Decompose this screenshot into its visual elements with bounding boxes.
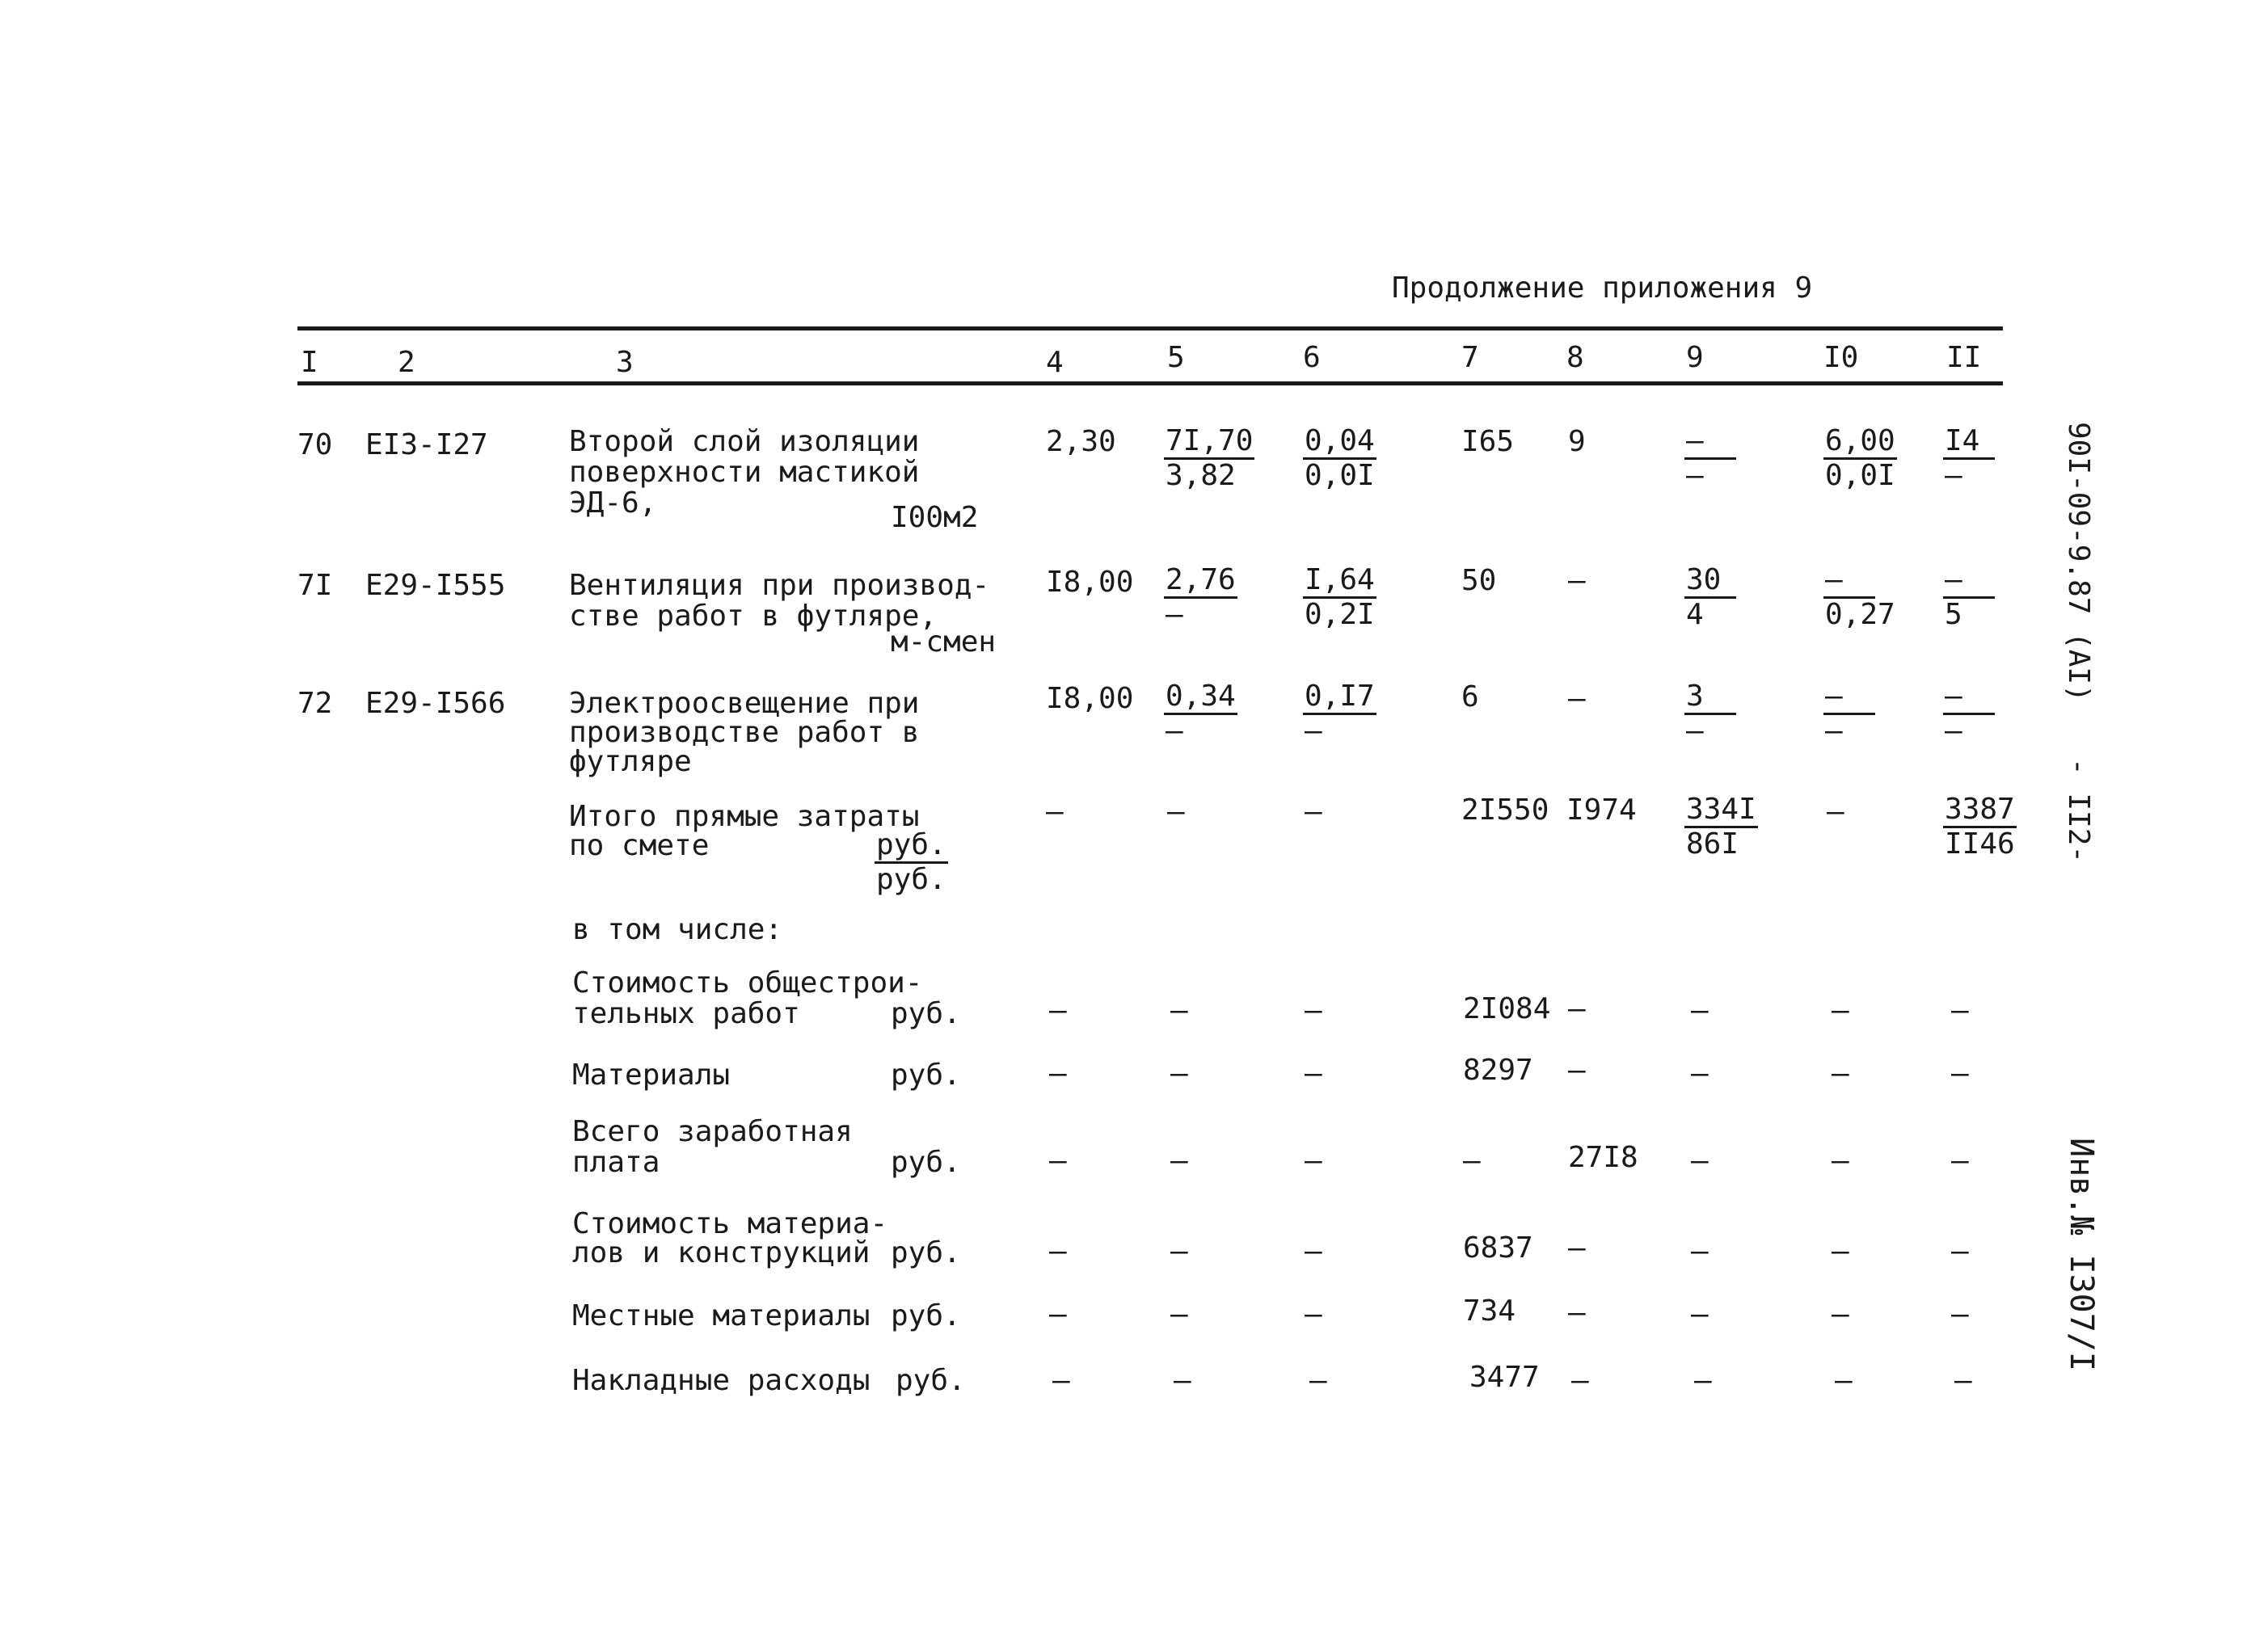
breakdown-col7: 3477 [1469,1361,1540,1394]
fraction-denominator: – [1166,714,1183,747]
breakdown-col8: – [1571,1364,1589,1397]
fraction-denominator: II46 [1945,827,2015,861]
breakdown-col11: – [1951,1235,1969,1268]
breakdown-col9: – [1691,1298,1709,1331]
col-header-11: II [1946,341,1982,374]
breakdown-unit: руб. [891,997,961,1030]
row-code: EI3-I27 [365,428,488,461]
cell-col11-fraction [1943,424,1995,492]
breakdown-col5: – [1170,1298,1188,1331]
breakdown-desc-line: Стоимость материа- [572,1207,888,1240]
fraction-numerator: 7I,70 [1164,427,1254,460]
row-desc-line: стве работ в футляре, [569,600,938,633]
breakdown-col5: – [1174,1364,1191,1397]
fraction-numerator: 0,34 [1164,682,1237,715]
breakdown-col5: – [1170,1144,1188,1177]
breakdown-col4: – [1049,1144,1067,1177]
cell-col4: I8,00 [1046,682,1134,715]
total-col5: – [1167,795,1185,828]
fraction-denominator: – [1945,459,1962,492]
row-num: 72 [297,687,333,720]
breakdown-col4: – [1049,1235,1067,1268]
fraction-denominator: 4 [1686,598,1704,631]
breakdown-col6: – [1305,1235,1322,1268]
breakdown-col5: – [1170,1235,1188,1268]
fraction-numerator: 334I [1684,795,1758,828]
row-desc-line: поверхности мастикой [569,456,920,489]
total-col4: – [1046,795,1064,828]
breakdown-col10: – [1835,1364,1853,1397]
fraction-numerator: 0,04 [1303,427,1376,460]
breakdown-col6: – [1305,1057,1322,1090]
total-col9-fraction [1684,795,1758,859]
row-unit: I00м2 [891,501,979,534]
breakdown-col11: – [1954,1364,1972,1397]
cell-col9-fraction [1684,563,1736,631]
row-desc-line: Вентиляция при производ- [569,569,990,602]
breakdown-col5: – [1170,1057,1188,1090]
cell-col7: I65 [1461,425,1515,458]
total-col10: – [1827,795,1844,828]
fraction-denominator: 0,2I [1305,598,1375,631]
total-desc-line: по смете [569,829,710,862]
page-number-vertical: - II2- [2062,758,2095,864]
cell-col11-fraction [1943,563,1995,631]
breakdown-col11: – [1951,1144,1969,1177]
cell-col9-fraction [1684,682,1736,746]
breakdown-unit: руб. [891,1059,961,1092]
cell-col7: 6 [1461,680,1479,713]
total-unit-fraction [875,828,948,896]
breakdown-desc-line: Местные материалы [572,1299,871,1332]
fraction-denominator: – [1305,714,1322,747]
fraction-numerator: I4 [1943,427,1995,460]
breakdown-col11: – [1951,994,1969,1027]
breakdown-col11: – [1951,1298,1969,1331]
row-desc-line: производстве работ в [569,716,920,749]
row-desc-line: футляре [569,745,692,778]
row-num: 7I [297,569,333,602]
breakdown-col8: – [1568,1296,1586,1329]
total-col7: 2I550 [1461,793,1549,827]
fraction-numerator: – [1943,682,1995,715]
breakdown-desc-line: тельных работ [572,997,800,1030]
fraction-numerator: руб. [875,831,948,864]
breakdown-desc-line: Стоимость общестрои- [572,966,923,1000]
fraction-denominator: – [1825,714,1843,747]
fraction-denominator: 0,0I [1825,459,1895,492]
fraction-denominator: 86I [1686,827,1739,861]
fraction-denominator: 5 [1945,598,1962,631]
col-header-7: 7 [1461,341,1479,374]
breakdown-col4: – [1049,1298,1067,1331]
inventory-number-vertical: Инв.№ I307/I [2063,1138,2100,1371]
breakdown-col4: – [1049,994,1067,1027]
col-header-10: I0 [1823,341,1859,374]
breakdown-col8: – [1568,992,1586,1025]
col-header-2: 2 [398,346,415,379]
breakdown-desc-line: Всего заработная [572,1115,853,1148]
breakdown-col4: – [1052,1364,1070,1397]
row-code: E29-I555 [365,569,506,602]
breakdown-desc-line: Накладные расходы [572,1364,871,1397]
breakdown-col7: – [1463,1144,1481,1177]
cell-col6-fraction [1303,563,1376,631]
fraction-denominator: 3,82 [1166,459,1236,492]
fraction-denominator: руб. [876,863,946,896]
breakdown-unit: руб. [891,1236,961,1269]
cell-col10-fraction [1823,563,1897,631]
breakdown-unit: руб. [896,1364,966,1397]
breakdown-col6: – [1305,1298,1322,1331]
total-col8: I974 [1566,793,1637,827]
cell-col11-fraction [1943,682,1995,746]
breakdown-col10: – [1832,1298,1849,1331]
cell-col10-fraction [1823,682,1875,746]
row-num: 70 [297,428,333,461]
fraction-numerator: 3387 [1943,795,2017,828]
breakdown-desc-line: лов и конструкций [572,1236,871,1269]
row-unit: м-смен [891,625,997,659]
fraction-numerator: – [1684,427,1736,460]
breakdown-col7: 6837 [1463,1231,1533,1265]
breakdown-col9: – [1691,1235,1709,1268]
fraction-numerator: 0,I7 [1303,682,1376,715]
breakdown-col9: – [1691,1144,1709,1177]
breakdown-col6: – [1309,1364,1327,1397]
fraction-denominator: – [1166,598,1183,631]
cell-col5-fraction [1164,563,1237,631]
total-col6: – [1305,795,1322,828]
breakdown-col4: – [1049,1057,1067,1090]
cell-col6-fraction [1303,424,1376,492]
fraction-numerator: 6,00 [1823,427,1897,460]
breakdown-col9: – [1691,1057,1709,1090]
included-label: в том числе: [572,913,783,946]
continuation-title: Продолжение приложения 9 [1392,272,1813,305]
fraction-numerator: I,64 [1303,566,1376,599]
fraction-numerator: 3 [1684,682,1736,715]
cell-col9-fraction [1684,424,1736,492]
breakdown-col8: – [1568,1231,1586,1265]
fraction-numerator: – [1823,682,1875,715]
fraction-denominator: – [1686,714,1704,747]
breakdown-col8: – [1568,1054,1586,1087]
breakdown-desc-line: плата [572,1146,660,1179]
table-header-rule [297,381,2003,385]
col-header-9: 9 [1686,341,1704,374]
breakdown-col7: 734 [1463,1294,1516,1328]
cell-col8: 9 [1568,425,1586,458]
fraction-denominator: – [1686,459,1704,492]
col-header-6: 6 [1303,341,1321,374]
total-desc-line: Итого прямые затраты [569,800,920,833]
fraction-numerator: 30 [1684,566,1736,599]
document-code-vertical: 90I-09-9.87 (AI) [2062,422,2095,702]
fraction-denominator: 0,27 [1825,598,1895,631]
col-header-4: 4 [1046,346,1064,379]
total-col11-fraction [1943,795,2017,859]
fraction-numerator: – [1823,566,1875,599]
fraction-denominator: – [1945,714,1962,747]
breakdown-col7: 8297 [1463,1054,1533,1087]
breakdown-col5: – [1170,994,1188,1027]
breakdown-col6: – [1305,1144,1322,1177]
row-desc-line: Электроосвещение при [569,687,920,720]
cell-col4: 2,30 [1046,425,1116,458]
cell-col5-fraction [1164,424,1254,492]
col-header-8: 8 [1566,341,1584,374]
col-header-1: I [301,346,318,379]
cell-col8: – [1568,564,1586,597]
breakdown-col10: – [1832,1144,1849,1177]
cell-col8: – [1568,682,1586,715]
cell-col5-fraction [1164,682,1237,746]
breakdown-col10: – [1832,1235,1849,1268]
cell-col4: I8,00 [1046,566,1134,599]
row-code: E29-I566 [365,687,506,720]
fraction-denominator: 0,0I [1305,459,1375,492]
table-top-rule [297,326,2003,330]
breakdown-col6: – [1305,994,1322,1027]
breakdown-col10: – [1832,1057,1849,1090]
breakdown-col11: – [1951,1057,1969,1090]
breakdown-col9: – [1694,1364,1712,1397]
breakdown-unit: руб. [891,1146,961,1179]
col-header-3: 3 [616,346,634,379]
fraction-numerator: 2,76 [1164,566,1237,599]
cell-col7: 50 [1461,564,1497,597]
cell-col6-fraction [1303,682,1376,746]
breakdown-desc-line: Материалы [572,1059,731,1092]
breakdown-unit: руб. [891,1299,961,1332]
breakdown-col7: 2I084 [1463,992,1551,1025]
fraction-numerator: – [1943,566,1995,599]
row-desc-line: ЭД-6, [569,486,657,520]
col-header-5: 5 [1167,341,1185,374]
breakdown-col10: – [1832,994,1849,1027]
cell-col10-fraction [1823,424,1897,492]
breakdown-col8: 27I8 [1568,1141,1638,1174]
row-desc-line: Второй слой изоляции [569,425,920,458]
breakdown-col9: – [1691,994,1709,1027]
